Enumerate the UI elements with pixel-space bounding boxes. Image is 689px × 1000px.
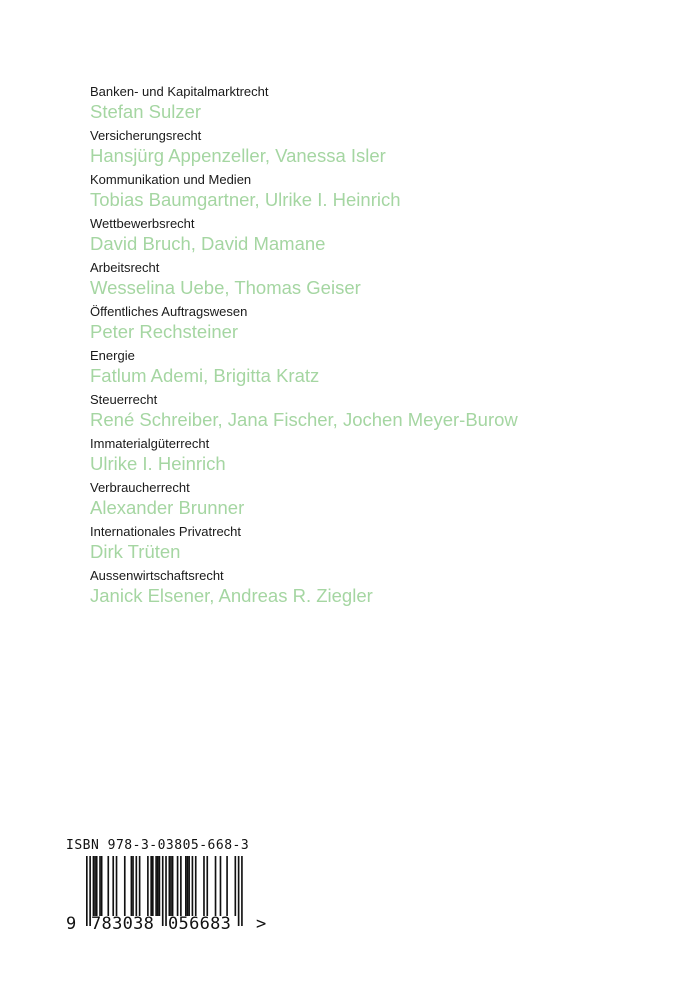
barcode-bar (136, 856, 138, 916)
barcode-bar (188, 856, 190, 916)
barcode-guard-bar (86, 856, 88, 926)
topic-label: Versicherungsrecht (90, 128, 202, 143)
quiet-zone-arrow: > (256, 914, 267, 934)
list-item (90, 216, 670, 260)
list-item (90, 304, 670, 348)
barcode-bar (94, 856, 96, 916)
author-names: Ulrike I. Heinrich (90, 453, 226, 474)
barcode-bar (177, 856, 179, 916)
barcode-bar (124, 856, 126, 916)
barcode-bar (132, 856, 134, 916)
author-names: Janick Elsener, Andreas R. Ziegler (90, 585, 373, 606)
barcode-guard-bar (165, 856, 167, 926)
barcode-bar (107, 856, 109, 916)
topic-label: Verbraucherrecht (90, 480, 190, 495)
barcode-bar (203, 856, 205, 916)
list-item (90, 172, 670, 216)
barcode-bar (155, 856, 157, 916)
topic-label: Öffentliches Auftragswesen (90, 304, 248, 319)
list-item (90, 568, 670, 612)
topic-label: Steuerrecht (90, 392, 158, 407)
barcode-bar (147, 856, 149, 916)
contributor-list (90, 84, 670, 612)
author-names: Alexander Brunner (90, 497, 245, 518)
list-item (90, 128, 670, 172)
barcode-bar (101, 856, 103, 916)
barcode-bar (131, 856, 133, 916)
barcode-guard-bar (238, 856, 240, 926)
ean-right-digits: 056683 (168, 914, 232, 934)
topic-label: Arbeitsrecht (90, 260, 160, 275)
author-names: Fatlum Ademi, Brigitta Kratz (90, 365, 320, 386)
list-item (90, 260, 670, 304)
barcode-guard-bar (162, 856, 164, 926)
barcode-bar (112, 856, 114, 916)
topic-label: Banken- und Kapitalmarktrecht (90, 84, 269, 99)
barcode-bar (192, 856, 194, 916)
barcode-bar (215, 856, 217, 916)
barcode-bar (116, 856, 118, 916)
topic-label: Kommunikation und Medien (90, 172, 252, 187)
author-names: Stefan Sulzer (90, 101, 202, 122)
barcode-bar (139, 856, 141, 916)
author-names: Wesselina Uebe, Thomas Geiser (90, 277, 361, 298)
topic-label: Energie (90, 348, 135, 363)
ean-first-digit: 9 (66, 914, 77, 934)
barcode-bar (99, 856, 101, 916)
barcode-bar (226, 856, 228, 916)
barcode-bar (150, 856, 152, 916)
barcode-bar (157, 856, 159, 916)
barcode-bar (170, 856, 172, 916)
barcode-bar (187, 856, 189, 916)
barcode-guard-bar (241, 856, 243, 926)
barcode-bar (180, 856, 182, 916)
isbn-barcode (66, 838, 286, 938)
ean-left-digits: 783038 (91, 914, 155, 934)
list-item (90, 392, 670, 436)
topic-label: Wettbewerbsrecht (90, 216, 195, 231)
barcode-bar (169, 856, 171, 916)
author-names: Hansjürg Appenzeller, Vanessa Isler (90, 145, 386, 166)
barcode-bar (172, 856, 174, 916)
barcode-bar (206, 856, 208, 916)
isbn-label: ISBN 978-3-03805-668-3 (66, 838, 250, 853)
list-item (90, 436, 670, 480)
barcode-bar (195, 856, 197, 916)
author-names: Peter Rechsteiner (90, 321, 239, 342)
barcode-bar (235, 856, 237, 916)
barcode-bar (159, 856, 161, 916)
barcode-bar (220, 856, 222, 916)
barcode-bar (152, 856, 154, 916)
list-item (90, 480, 670, 524)
list-item (90, 348, 670, 392)
barcode-bar (96, 856, 98, 916)
author-names: Tobias Baumgartner, Ulrike I. Heinrich (90, 189, 401, 210)
author-names: René Schreiber, Jana Fischer, Jochen Meyer-Burow (90, 409, 518, 430)
author-names: Dirk Trüten (90, 541, 181, 562)
author-names: David Bruch, David Mamane (90, 233, 326, 254)
topic-label: Aussenwirtschaftsrecht (90, 568, 224, 583)
list-item (90, 524, 670, 568)
barcode-bar (93, 856, 95, 916)
barcode-bar (185, 856, 187, 916)
list-item (90, 84, 670, 128)
topic-label: Immaterialgüterrecht (90, 436, 210, 451)
topic-label: Internationales Privatrecht (90, 524, 242, 539)
